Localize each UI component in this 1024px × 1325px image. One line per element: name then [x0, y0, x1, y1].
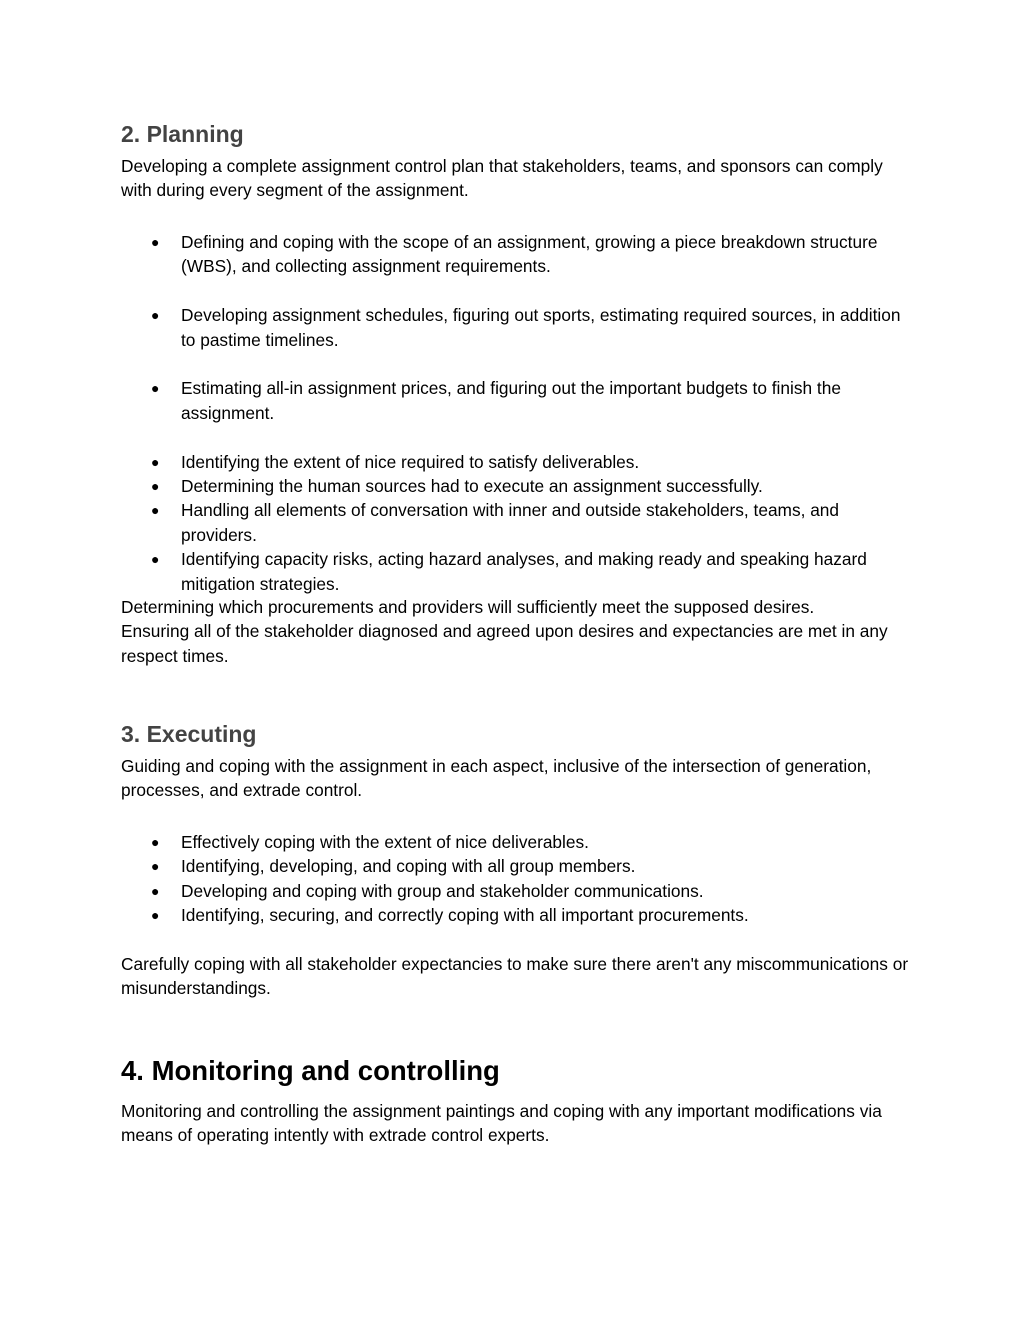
- planning-heading: 2. Planning: [121, 121, 244, 147]
- bullet-icon: ●: [151, 234, 160, 250]
- executing-closing-block: [121, 952, 911, 1001]
- list-item: ● Identifying capacity risks, acting hazard analyses, and making ready and speaking hazard mitigation strategies.: [151, 549, 867, 594]
- list-gap: [121, 352, 911, 376]
- list-gap: [121, 279, 911, 303]
- bullet-icon: ●: [151, 307, 160, 324]
- list-item: ● Identifying, securing, and correctly coping with all important procurements.: [121, 903, 911, 927]
- monitoring-section: [121, 1055, 911, 1148]
- monitoring-intro: Monitoring and controlling the assignment paintings and coping with any important modifications via means of operating intently with extrade control experts.: [121, 1101, 882, 1146]
- bullet-icon: ●: [151, 502, 160, 519]
- list-item: ● Identifying, developing, and coping with all group members.: [121, 854, 911, 878]
- planning-closing-1: Determining which procurements and providers will sufficiently meet the supposed desires.: [121, 597, 815, 617]
- list-item: ● Handling all elements of conversation with inner and outside stakeholders, teams, and providers.: [151, 500, 840, 545]
- bullet-icon: ●: [151, 882, 160, 899]
- list-item: ● Developing and coping with group and stakeholder communications.: [121, 879, 911, 903]
- bullet-icon: ●: [151, 907, 160, 924]
- executing-heading: 3. Executing: [121, 721, 257, 747]
- bullet-icon: ●: [151, 380, 160, 397]
- planning-intro: Developing a complete assignment control plan that stakeholders, teams, and sponsors can comply with during every segment of the assignment.: [121, 156, 883, 201]
- bullet-icon: ●: [151, 551, 160, 568]
- bullet-icon: ●: [151, 858, 160, 875]
- planning-closing-2: Ensuring all of the stakeholder diagnosed and agreed upon desires and expectancies are met in any respect times.: [121, 621, 888, 666]
- monitoring-heading: 4. Monitoring and controlling: [121, 1055, 500, 1086]
- list-item: ● Identifying the extent of nice required to satisfy deliverables.: [121, 450, 911, 474]
- planning-spaced-list: [121, 230, 911, 596]
- list-item: ● Developing assignment schedules, figuring out sports, estimating required sources, in addition to pastime timelines.: [151, 305, 901, 350]
- list-item: ● Defining and coping with the scope of an assignment, growing a piece breakdown structure (WBS), and collecting assignment requirements.: [151, 232, 878, 277]
- bullet-icon: ●: [151, 478, 160, 495]
- planning-closing: [121, 595, 911, 668]
- list-item: ● Determining the human sources had to execute an assignment successfully.: [121, 474, 911, 498]
- bullet-icon: ●: [151, 834, 160, 850]
- list-item: ● Effectively coping with the extent of nice deliverables.: [121, 830, 911, 854]
- list-gap: [121, 425, 911, 449]
- executing-closing: Carefully coping with all stakeholder expectancies to make sure there aren't any miscommunications or misunderstandings.: [121, 954, 909, 999]
- executing-list: [121, 830, 911, 928]
- bullet-icon: ●: [151, 453, 160, 470]
- executing-section: [121, 720, 911, 803]
- list-item: ● Estimating all-in assignment prices, and figuring out the important budgets to finish the assignment.: [151, 378, 841, 423]
- planning-section: [121, 120, 911, 203]
- executing-intro: Guiding and coping with the assignment in each aspect, inclusive of the intersection of generation, processes, and extrade control.: [121, 756, 872, 801]
